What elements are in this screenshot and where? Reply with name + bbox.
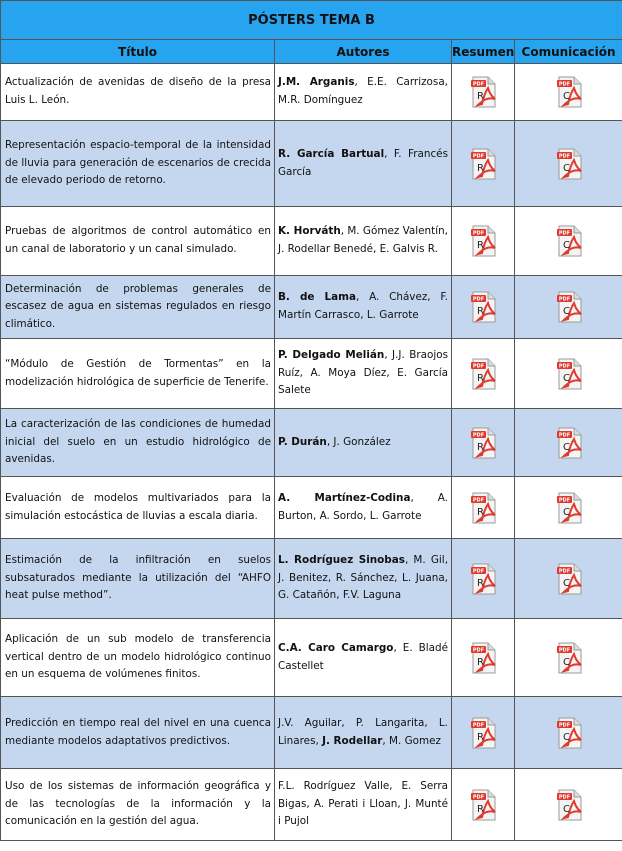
pdf-r-icon[interactable] — [468, 788, 498, 822]
table-row — [1, 121, 622, 207]
poster-authors — [275, 769, 452, 841]
svg-text:PDF: PDF — [472, 722, 485, 729]
summary-cell — [452, 64, 515, 121]
svg-text:R: R — [477, 803, 484, 815]
poster-title: Actualización de avenidas de diseño de la presa Luis L. León. — [1, 64, 275, 121]
co-authors: , E. Bladé Castellet — [278, 641, 448, 672]
pdf-c-icon[interactable] — [554, 491, 584, 525]
poster-authors — [275, 539, 452, 619]
svg-text:PDF: PDF — [472, 363, 485, 370]
page-title: PÓSTERS TEMA B — [1, 1, 622, 40]
svg-text:C: C — [562, 803, 570, 815]
svg-text:PDF: PDF — [472, 432, 485, 439]
poster-title: Predicción en tiempo real del nivel en una cuenca mediante modelos adaptativos predictivos. — [1, 697, 275, 769]
svg-text:R: R — [477, 240, 484, 251]
col-header-summary: Resumen — [452, 40, 515, 64]
poster-title: Pruebas de algoritmos de control automático en un canal de laboratorio y un canal simulado. — [1, 207, 275, 276]
svg-text:PDF: PDF — [558, 230, 570, 237]
communication-cell — [515, 539, 622, 619]
table-row — [1, 769, 622, 841]
communication-cell — [515, 477, 622, 539]
svg-text:R: R — [477, 506, 484, 518]
poster-title: Aplicación de un sub modelo de transferencia vertical dentro de un modelo hidrológico continuo en un esquema de volúmenes finitos. — [1, 619, 275, 697]
co-authors: F.L. Rodríguez Valle, E. Serra Bigas, A. Perati i Lloan, J. Munté i Pujol — [278, 780, 448, 828]
poster-authors — [275, 121, 452, 207]
table-row — [1, 619, 622, 697]
pdf-r-icon[interactable] — [468, 224, 498, 258]
presenting-author: J.M. Arganis — [278, 76, 355, 89]
svg-text:R: R — [477, 656, 484, 668]
table-row — [1, 276, 622, 339]
pdf-c-icon[interactable] — [554, 562, 584, 596]
pdf-c-icon[interactable] — [554, 716, 584, 750]
svg-text:C: C — [562, 91, 570, 102]
poster-authors — [275, 619, 452, 697]
table-row — [1, 697, 622, 769]
communication-cell — [515, 207, 622, 276]
co-authors: , J. González — [326, 435, 391, 448]
poster-authors — [275, 477, 452, 539]
pdf-c-icon[interactable] — [554, 290, 584, 324]
posters-body — [1, 64, 622, 841]
table-row — [1, 539, 622, 619]
poster-title: Representación espacio-temporal de la intensidad de lluvia para generación de escenarios de crecida de elevado periodo de retorno. — [1, 121, 275, 207]
co-authors: , M. Gómez Valentín, J. Rodellar Benedé, E. Galvis R. — [278, 225, 448, 255]
svg-text:C: C — [562, 162, 570, 174]
pdf-r-icon[interactable] — [468, 426, 498, 460]
pdf-c-icon[interactable] — [554, 357, 584, 391]
poster-title: La caracterización de las condiciones de humedad inicial del suelo en un estudio hidrológico de avenidas. — [1, 409, 275, 477]
poster-title: Estimación de la infiltración en suelos subsaturados mediante la utilización del “AHFO heat pulse method”. — [1, 539, 275, 619]
svg-text:PDF: PDF — [558, 722, 570, 729]
table-row — [1, 339, 622, 409]
pdf-r-icon[interactable] — [468, 147, 498, 181]
poster-authors — [275, 276, 452, 339]
summary-cell — [452, 276, 515, 339]
table-row — [1, 477, 622, 539]
presenting-author: J. Rodellar — [322, 734, 383, 747]
svg-text:PDF: PDF — [558, 568, 570, 575]
svg-text:PDF: PDF — [558, 363, 570, 370]
summary-cell — [452, 207, 515, 276]
communication-cell — [515, 697, 622, 769]
poster-title: Evaluación de modelos multivariados para la simulación estocástica de lluvias a escala diaria. — [1, 477, 275, 539]
svg-text:PDF: PDF — [558, 296, 570, 303]
svg-text:R: R — [477, 577, 484, 589]
pdf-r-icon[interactable] — [468, 562, 498, 596]
pdf-r-icon[interactable] — [468, 75, 498, 109]
presenting-author: K. Horváth — [278, 225, 341, 238]
poster-authors — [275, 207, 452, 276]
svg-text:C: C — [562, 306, 570, 317]
svg-text:C: C — [562, 656, 570, 668]
svg-text:C: C — [562, 506, 570, 518]
svg-text:PDF: PDF — [472, 81, 485, 88]
svg-text:R: R — [477, 306, 484, 317]
table-row — [1, 409, 622, 477]
summary-cell — [452, 769, 515, 841]
svg-text:PDF: PDF — [472, 568, 485, 575]
poster-authors — [275, 409, 452, 477]
pdf-r-icon[interactable] — [468, 641, 498, 675]
summary-cell — [452, 121, 515, 207]
co-authors: , J.J. Braojos Ruíz, A. Moya Díez, E. García Salete — [278, 349, 448, 397]
co-authors: , E.E. Carrizosa, M.R. Domínguez — [278, 76, 448, 106]
svg-text:PDF: PDF — [558, 432, 570, 439]
co-authors: , A. Burton, A. Sordo, L. Garrote — [278, 491, 448, 522]
svg-text:R: R — [477, 162, 484, 174]
svg-text:PDF: PDF — [472, 296, 485, 303]
poster-title: Uso de los sistemas de información geográfica y de las tecnologías de la información y la comunicación en la gestión del agua. — [1, 769, 275, 841]
svg-text:PDF: PDF — [558, 497, 570, 504]
svg-text:PDF: PDF — [472, 497, 485, 504]
presenting-author: R. García Bartual — [278, 147, 385, 160]
presenting-author: P. Durán — [278, 435, 327, 448]
co-authors: , A. Chávez, F. Martín Carrasco, L. Garrote — [278, 291, 448, 321]
svg-text:C: C — [562, 577, 570, 589]
svg-text:PDF: PDF — [558, 81, 570, 88]
communication-cell — [515, 64, 622, 121]
svg-text:PDF: PDF — [558, 647, 570, 654]
svg-text:R: R — [477, 441, 484, 453]
svg-text:PDF: PDF — [472, 647, 485, 654]
svg-text:PDF: PDF — [472, 230, 485, 237]
co-authors: J.V. Aguilar, P. Langarita, L. Linares, — [278, 716, 448, 747]
pdf-r-icon[interactable] — [468, 716, 498, 750]
svg-text:C: C — [562, 731, 570, 743]
svg-text:PDF: PDF — [472, 794, 485, 801]
summary-cell — [452, 339, 515, 409]
svg-text:R: R — [477, 372, 484, 384]
svg-text:C: C — [562, 240, 570, 251]
svg-text:C: C — [562, 372, 570, 384]
summary-cell — [452, 539, 515, 619]
table-header — [1, 40, 622, 64]
pdf-r-icon[interactable] — [468, 290, 498, 324]
co-authors: , F. Francés García — [278, 147, 448, 178]
presenting-author: L. Rodríguez Sinobas — [278, 554, 405, 567]
poster-title: “Módulo de Gestión de Tormentas” en la modelización hidrológica de superficie de Tenerife. — [1, 339, 275, 409]
summary-cell — [452, 619, 515, 697]
presenting-author: B. de Lama — [278, 291, 357, 304]
presenting-author: P. Delgado Melián — [278, 349, 385, 362]
presenting-author: A. Martínez-Codina — [278, 491, 411, 504]
pdf-c-icon[interactable] — [554, 426, 584, 460]
table-row — [1, 64, 622, 121]
table-row — [1, 207, 622, 276]
col-header-title: Título — [1, 40, 275, 64]
summary-cell — [452, 477, 515, 539]
svg-text:R: R — [477, 731, 484, 743]
communication-cell — [515, 619, 622, 697]
poster-title: Determinación de problemas generales de escasez de agua en sistemas regulados en riesgo climático. — [1, 276, 275, 339]
co-authors: , M. Gomez — [382, 734, 441, 747]
poster-authors — [275, 64, 452, 121]
communication-cell — [515, 339, 622, 409]
pdf-c-icon[interactable] — [554, 788, 584, 822]
svg-text:PDF: PDF — [558, 153, 570, 160]
svg-text:C: C — [562, 441, 570, 453]
svg-text:PDF: PDF — [558, 794, 570, 801]
svg-text:PDF: PDF — [472, 153, 485, 160]
pdf-r-icon[interactable] — [468, 357, 498, 391]
pdf-c-icon[interactable] — [554, 224, 584, 258]
summary-cell — [452, 697, 515, 769]
pdf-r-icon[interactable] — [468, 491, 498, 525]
svg-text:R: R — [477, 91, 484, 102]
communication-cell — [515, 121, 622, 207]
pdf-c-icon[interactable] — [554, 641, 584, 675]
poster-authors — [275, 339, 452, 409]
col-header-authors: Autores — [275, 40, 452, 64]
summary-cell — [452, 409, 515, 477]
poster-authors — [275, 697, 452, 769]
communication-cell — [515, 276, 622, 339]
pdf-c-icon[interactable] — [554, 147, 584, 181]
co-authors: , M. Gil, J. Benitez, R. Sánchez, L. Juana, G. Catañón, F.V. Laguna — [278, 554, 448, 602]
communication-cell — [515, 409, 622, 477]
pdf-c-icon[interactable] — [554, 75, 584, 109]
communication-cell — [515, 769, 622, 841]
presenting-author: C.A. Caro Camargo — [278, 641, 394, 654]
col-header-communication: Comunicación — [515, 40, 622, 64]
